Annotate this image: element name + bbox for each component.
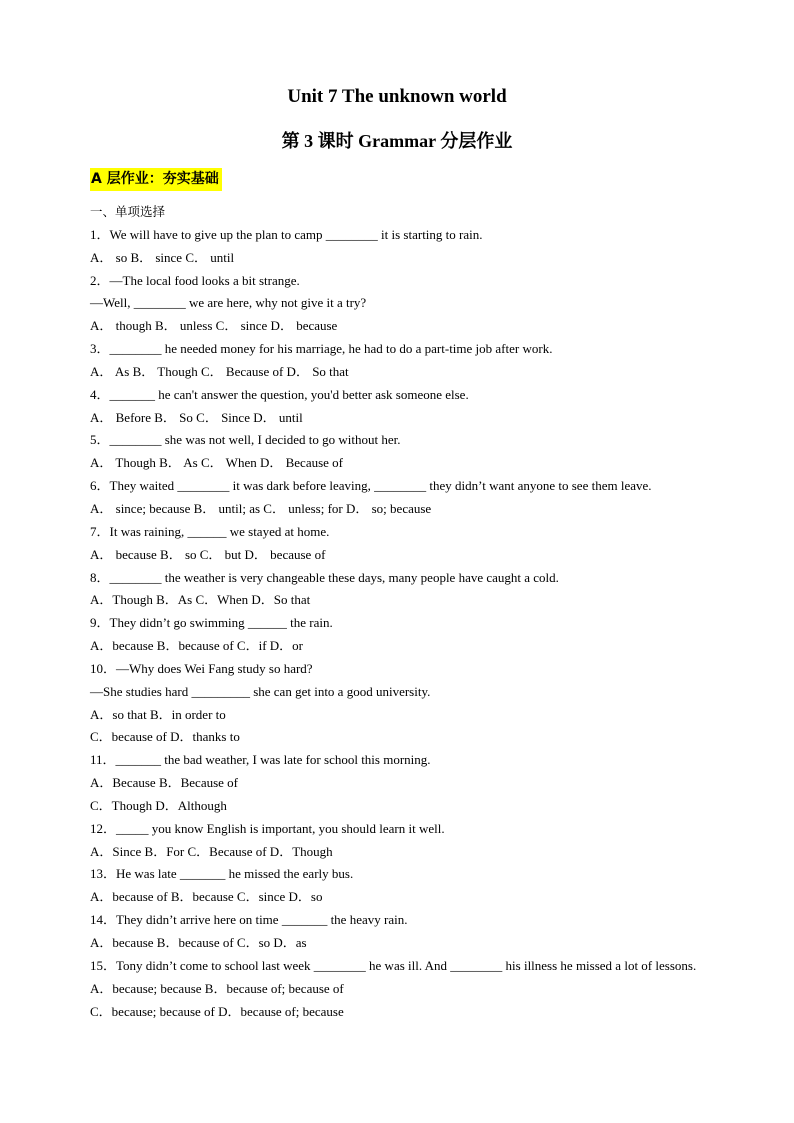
question-10-options-ab: A．so that B．in order to bbox=[90, 706, 226, 722]
question-15: 15．Tony didn’t come to school last week ________ he was ill. And ________ his illness he missed a lot of lessons. bbox=[90, 957, 697, 973]
question-11: 11．_______ the bad weather, I was late for school this morning. bbox=[90, 752, 431, 768]
question-8-options: A．Though B．As C．When D．So that bbox=[90, 592, 311, 608]
question-6: 6．They waited ________ it was dark before leaving, ________ they didn’t want anyone to see them leave. bbox=[90, 478, 652, 494]
question-11-options-ab: A．Because B．Because of bbox=[90, 775, 239, 791]
question-8: 8．________ the weather is very changeable these days, many people have caught a cold. bbox=[90, 569, 559, 585]
question-1: 1．We will have to give up the plan to camp ________ it is starting to rain. bbox=[90, 226, 483, 242]
question-9: 9．They didn’t go swimming ______ the rain. bbox=[90, 615, 333, 631]
question-15-options-cd: C．because; because of D．because of; because bbox=[90, 1003, 344, 1019]
question-10-reply: —She studies hard _________ she can get into a good university. bbox=[90, 683, 431, 699]
question-12: 12．_____ you know English is important, you should learn it well. bbox=[90, 820, 445, 836]
question-3-options: A． As B． Though C． Because of D． So that bbox=[90, 363, 349, 379]
question-7: 7．It was raining, ______ we stayed at home. bbox=[90, 523, 330, 539]
question-6-options: A． since; because B． until; as C． unless; for D． so; because bbox=[90, 500, 432, 516]
question-15-options-ab: A．because; because B．because of; because of bbox=[90, 980, 344, 996]
question-4-options: A． Before B． So C． Since D． until bbox=[90, 409, 303, 425]
page-title: Unit 7 The unknown world bbox=[287, 86, 507, 107]
question-1-options: A． so B． since C． until bbox=[90, 249, 235, 265]
question-5: 5．________ she was not well, I decided to go without her. bbox=[90, 432, 401, 448]
question-9-options: A．because B．because of C．if D．or bbox=[90, 638, 303, 654]
question-13: 13．He was late _______ he missed the early bus. bbox=[90, 866, 354, 882]
question-5-options: A． Though B． As C． When D． Because of bbox=[90, 455, 343, 471]
question-4: 4．_______ he can't answer the question, you'd better ask someone else. bbox=[90, 386, 469, 402]
question-3: 3．________ he needed money for his marriage, he had to do a part-time job after work. bbox=[90, 341, 553, 357]
question-13-options: A．because of B．because C．since D．so bbox=[90, 889, 323, 905]
question-7-options: A． because B． so C． but D． because of bbox=[90, 546, 326, 562]
question-14: 14．They didn’t arrive here on time _______ the heavy rain. bbox=[90, 912, 408, 928]
section-heading: 一、单项选择 bbox=[90, 204, 166, 219]
question-2-reply: —Well, ________ we are here, why not give it a try? bbox=[90, 295, 367, 311]
question-10: 10．—Why does Wei Fang study so hard? bbox=[90, 660, 313, 676]
exercise-list bbox=[90, 201, 710, 1023]
question-12-options: A．Since B．For C．Because of D．Though bbox=[90, 843, 333, 859]
question-10-options-cd: C．because of D．thanks to bbox=[90, 729, 240, 745]
question-14-options: A．because B．because of C．so D．as bbox=[90, 935, 307, 950]
question-2-options: A． though B． unless C． since D． because bbox=[90, 318, 338, 334]
question-2: 2．—The local food looks a bit strange. bbox=[90, 272, 300, 288]
question-11-options-cd: C．Though D．Although bbox=[90, 797, 227, 813]
level-a-highlight-label: A 层作业：夯实基础 bbox=[90, 168, 222, 191]
page-subtitle: 第 3 课时 Grammar 分层作业 bbox=[281, 131, 513, 151]
